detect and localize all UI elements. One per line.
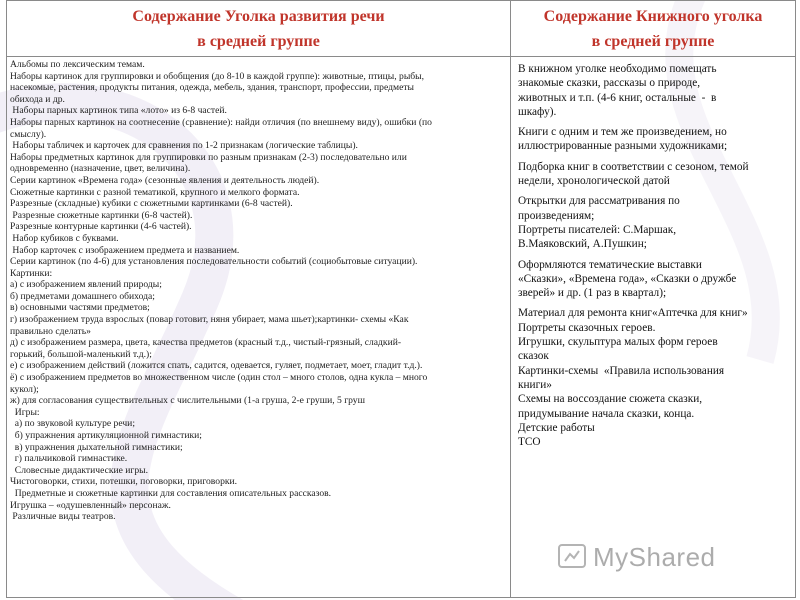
speech-corner-line: б) упражнения артикуляционной гимнастики; <box>10 430 202 441</box>
book-corner-line: Оформляются тематические выставки <box>518 258 702 271</box>
speech-corner-line: Серии картинок «Времена года» (сезонные явления и деятельность людей). <box>10 174 320 186</box>
book-corner-line: Открытки для рассматривания по <box>518 195 680 208</box>
speech-corner-subtitle: в средней группе <box>197 32 320 50</box>
speech-corner-line: правильно сделать» <box>10 325 91 337</box>
table-header-row <box>7 1 795 57</box>
book-corner-subtitle: в средней группе <box>591 32 715 50</box>
book-corner-line: иллюстрированные разными художниками; <box>518 140 728 153</box>
watermark-text: MyShared <box>593 541 716 572</box>
speech-corner-line: Разрезные контурные картинки (4-6 частей). <box>10 221 192 233</box>
book-corner-line: ТСО <box>518 436 541 449</box>
speech-corner-line: Альбомы по лексическим темам. <box>10 59 145 70</box>
speech-corner-line: а) с изображением явлений природы; <box>10 279 162 291</box>
speech-corner-line: кукол); <box>10 383 39 395</box>
speech-corner-line: е) с изображением действий (ложится спать, садится, одевается, гуляет, подметает, моет, гладит т.д.). <box>10 360 423 372</box>
speech-corner-line: а) по звуковой культуре речи; <box>10 418 135 430</box>
speech-corner-content <box>7 56 511 597</box>
book-corner-header <box>511 1 795 56</box>
book-corner-line: Игрушки, скульптура малых форм героев <box>518 336 718 349</box>
book-corner-line: придумывание начала сказки, конца. <box>518 407 695 420</box>
speech-corner-line: г) изображением труда взрослых (повар готовит, няня убирает, мама шьет);картинки- схемы «Как <box>10 314 409 326</box>
book-corner-line: Картинки-схемы «Правила использования <box>518 364 725 377</box>
speech-corner-line: Игры: <box>10 406 40 418</box>
book-corner-line: шкафу). <box>518 105 557 118</box>
book-corner-title: Содержание Книжного уголка <box>543 7 763 25</box>
book-corner-line: знакомые сказки, рассказы о природе, <box>518 77 701 90</box>
book-corner-item <box>518 62 791 119</box>
speech-corner-line: обихода и др. <box>10 93 65 105</box>
book-corner-line: В книжном уголке необходимо помещать <box>518 63 717 75</box>
speech-corner-line: Наборы парных картинок на соотнесение (сравнение): найди отличия (по внешнему виду), ошибки (по <box>10 116 432 128</box>
speech-corner-line: Предметные и сюжетные картинки для составления описательных рассказов. <box>10 487 332 499</box>
speech-corner-line: ё) с изображением предметов во множественном числе (один стол – много столов, одна кукла – много <box>10 372 428 384</box>
book-corner-line: Портреты сказочных героев. <box>518 321 656 334</box>
speech-corner-line: в) упражнения дыхательной гимнастики; <box>10 441 183 453</box>
book-corner-line: Материал для ремонта книг«Аптечка для книг» <box>518 307 748 320</box>
speech-corner-line: смыслу). <box>10 128 47 140</box>
book-corner-line: В.Маяковский, А.Пушкин; <box>518 238 647 251</box>
book-corner-item <box>518 258 791 301</box>
book-corner-line: животных и т.п. (4-6 книг, остальные - в <box>518 91 717 104</box>
speech-corner-line: Наборы табличек и карточек для сравнения по 1-2 признакам (логические таблицы). <box>10 140 358 152</box>
speech-corner-line: Разрезные сюжетные картинки (6-8 частей). <box>10 209 193 221</box>
speech-corner-line: Картинки: <box>10 267 53 279</box>
speech-corner-line: Набор кубиков с буквами. <box>10 232 119 244</box>
book-corner-line: книги» <box>518 378 552 391</box>
speech-corner-header <box>7 1 511 56</box>
book-corner-line: «Сказки», «Времена года», «Сказки о дружбе <box>518 272 737 285</box>
speech-corner-line: Серии картинок (по 4-6) для установления последовательности событий (социобытовые ситуации). <box>10 256 418 268</box>
speech-corner-line: горький, большой-маленький т.д.); <box>10 348 152 360</box>
myshared-watermark <box>557 539 787 575</box>
speech-corner-line: Чистоговорки, стихи, потешки, поговорки, приговорки. <box>10 476 238 488</box>
speech-corner-line: Сюжетные картинки с разной тематикой, крупного и мелкого формата. <box>10 186 300 198</box>
book-corner-line: Книги с одним и тем же произведением, но <box>518 126 727 139</box>
book-corner-item <box>518 194 791 251</box>
book-corner-line: произведениям; <box>518 209 595 222</box>
speech-corner-line: Наборы картинок для группировки и обобщения (до 8-10 в каждой группе): животные, птицы, рыбы, <box>10 70 424 82</box>
content-table <box>6 0 796 598</box>
myshared-logo-icon <box>557 542 587 572</box>
book-corner-line: Подборка книг в соответствии с сезоном, темой <box>518 160 749 173</box>
speech-corner-line: Наборы предметных картинок для группировки по разным признакам (2-3) последовательно или <box>10 151 407 163</box>
speech-corner-line: Наборы парных картинок типа «лото» из 6-8 частей. <box>10 105 227 117</box>
speech-corner-line: в) основными частями предметов; <box>10 302 150 314</box>
book-corner-line: Схемы на воссоздание сюжета сказки, <box>518 393 703 406</box>
speech-corner-title: Содержание Уголка развития речи <box>132 7 385 25</box>
speech-corner-line: б) предметами домашнего обихода; <box>10 290 155 302</box>
book-corner-content <box>511 56 795 597</box>
speech-corner-line: Набор карточек с изображением предмета и названием. <box>10 244 240 256</box>
speech-corner-line: насекомые, растения, продукты питания, одежда, мебель, здания, транспорт, профессии, предметы <box>10 82 414 94</box>
book-corner-line: сказок <box>518 350 549 363</box>
speech-corner-line: г) пальчиковой гимнастике. <box>10 453 128 465</box>
speech-corner-line: ж) для согласования существительных с числительными (1-а груша, 2-е груши, 5 груш <box>10 395 365 407</box>
speech-corner-line: одновременно (назначение, цвет, величина). <box>10 163 191 175</box>
book-corner-item <box>518 125 791 154</box>
speech-corner-line: Разрезные (складные) кубики с сюжетными картинками (6-8 частей). <box>10 198 293 210</box>
book-corner-item <box>518 160 791 189</box>
book-corner-line: Детские работы <box>518 421 595 434</box>
speech-corner-line: Игрушка – «одушевленный» персонаж. <box>10 499 171 511</box>
book-corner-line: зверей» и др. (1 раз в квартал); <box>518 287 667 300</box>
book-corner-item <box>518 306 791 449</box>
book-corner-line: недели, хронологической датой <box>518 175 670 188</box>
speech-corner-line: д) с изображением размера, цвета, качества предметов (красный т.д., чистый-грязный, сладкий- <box>10 337 402 349</box>
speech-corner-line: Различные виды театров. <box>10 511 116 523</box>
book-corner-line: Портреты писателей: С.Маршак, <box>518 223 677 236</box>
speech-corner-line: Словесные дидактические игры. <box>10 464 149 476</box>
